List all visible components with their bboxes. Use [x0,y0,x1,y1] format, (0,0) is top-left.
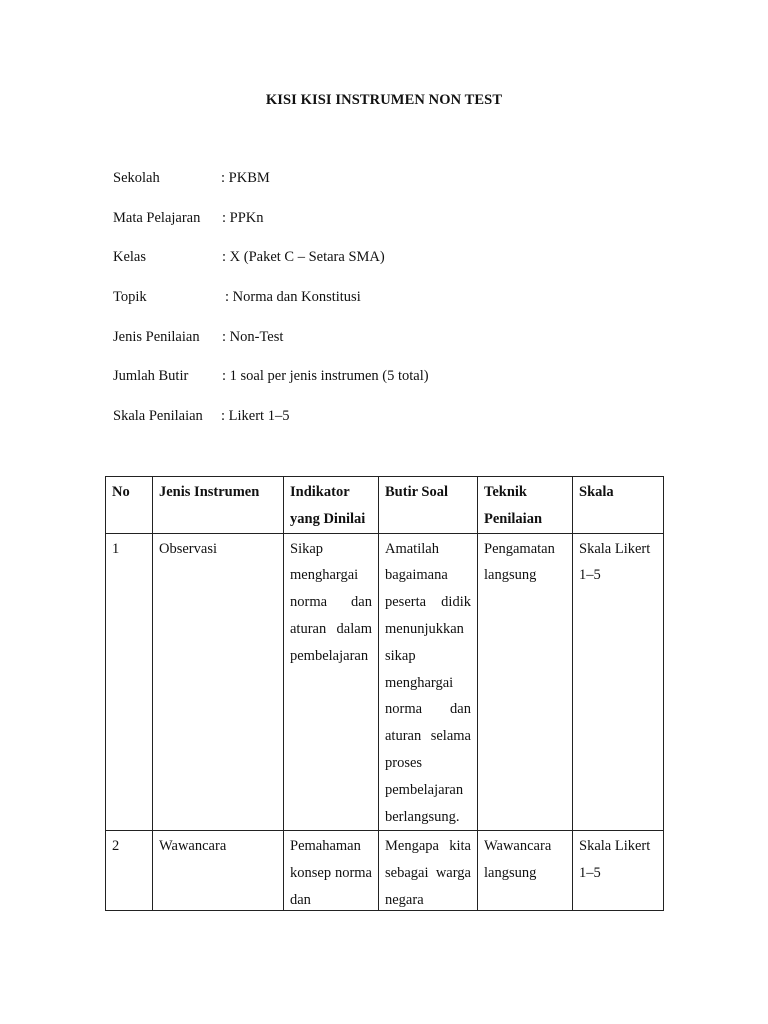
cell-teknik-penilaian: Pengamatan langsung [478,533,573,831]
instrument-grid-table [105,476,664,911]
cell-indikator [284,831,379,911]
document-title: KISI KISI INSTRUMEN NON TEST [265,92,503,108]
info-value: : Non-Test [222,328,284,345]
info-label: Topik [113,289,147,306]
table-header-row [106,477,664,534]
cell-butir-soal: Amatilah bagaimana peserta didik menunjukkan sikap menghargai norma dan aturan selama proses pembelajaran berlangsung. [379,533,478,831]
info-label: Mata Pelajaran [113,209,201,226]
cell-skala-text: Skala Likert 1–5 [579,838,651,882]
info-value: : X (Paket C – Setara SMA) [222,249,385,266]
table-row [106,533,664,831]
header-skala: Skala [573,477,664,534]
cell-indikator-text: Pemahaman konsep norma dan [290,838,372,908]
cell-no-text: 2 [112,838,120,855]
info-label: Jenis Penilaian [113,328,200,345]
cell-no: 1 [106,533,153,831]
header-no: No [106,477,153,534]
info-value: : 1 soal per jenis instrumen (5 total) [222,368,429,385]
info-value: : PPKn [222,209,264,226]
cell-butir-soal [379,831,478,911]
info-label: Jumlah Butir [113,368,189,385]
info-label: Skala Penilaian [113,408,203,425]
header-indikator: Indikator yang Dinilai [284,477,379,534]
cell-no [106,831,153,911]
info-label: Kelas [113,249,147,266]
cell-jenis-instrumen-text: Wawancara [159,838,227,855]
header-butir-soal: Butir Soal [379,477,478,534]
cell-jenis-instrumen: Observasi [153,533,284,831]
info-value: : PKBM [221,170,270,186]
cell-indikator: Sikap menghargai norma dan aturan dalam pembelajaran [284,533,379,831]
cell-jenis-instrumen [153,831,284,911]
header-jenis-instrumen: Jenis Instrumen [153,477,284,534]
cell-butir-soal-text: Mengapa kita sebagai warga negara [385,838,471,908]
cell-teknik-penilaian-text: Wawancara langsung [484,838,552,882]
cell-skala [573,831,664,911]
info-label: Sekolah [113,170,160,186]
cell-teknik-penilaian [478,831,573,911]
info-value: : Likert 1–5 [221,408,290,425]
info-value: : Norma dan Konstitusi [225,289,361,306]
table-row [106,831,664,911]
header-teknik-penilaian: Teknik Penilaian [478,477,573,534]
cell-skala: Skala Likert 1–5 [573,533,664,831]
